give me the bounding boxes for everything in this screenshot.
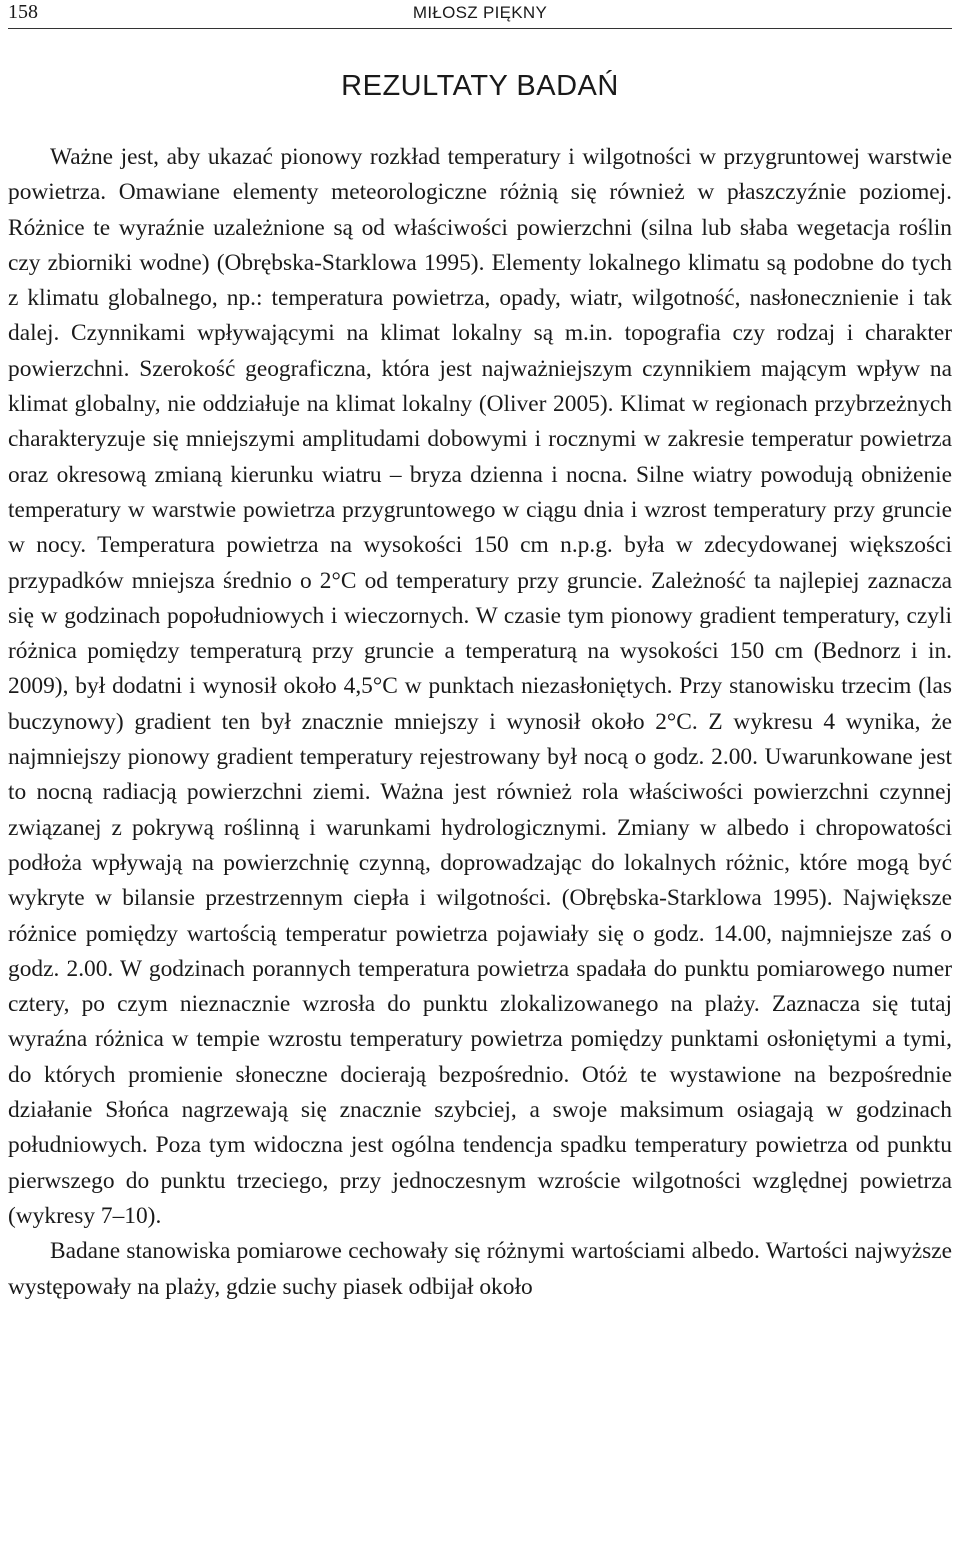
- running-head-author: MIŁOSZ PIĘKNY: [412, 3, 548, 22]
- page-header: [8, 0, 952, 29]
- page-number: 158: [8, 1, 38, 23]
- paragraph: Badane stanowiska pomiarowe cechowały się różnymi wartościami albedo. Wartości najwyższe występowały na plaży, gdzie suchy piasek odbijał około: [8, 1238, 952, 1300]
- body-text: [8, 140, 952, 1305]
- paragraph: Ważne jest, aby ukazać pionowy rozkład temperatury i wilgotności w przygruntowej warstwie powietrza. Omawiane elementy meteorologiczne różnią się również w płaszczyźnie poziomej. Różnice te wyraźnie uzależnione są od właściwości powierzchni (silna lub słaba wegetacja roślin czy zbiorniki wodne) (Obrębska-Starklowa 1995). Elementy lokalnego klimatu są podobne do tych z klimatu globalnego, np.: temperatura powietrza, opady, wiatr, wilgotność, nasłonecznienie i tak dalej. Czynnikami wpływającymi na klimat lokalny są m.in. topografia czy rodzaj i charakter powierzchni. Szerokość geograficzna, która jest najważniejszym czynnikiem mającym wpływ na klimat globalny, nie oddziałuje na klimat lokalny (Oliver 2005). Klimat w regionach przybrzeżnych charakteryzuje się mniejszymi amplitudami dobowymi i rocznymi w zakresie temperatur powietrza oraz okresową zmianą kierunku wiatru – bryza dzienna i nocna. Silne wiatry powodują obniżenie temperatury w warstwie powietrza przygruntowego w ciągu dnia i wzrost temperatury przy gruncie w nocy. Temperatura powietrza na wysokości 150 cm n.p.g. była w zdecydowanej większości przypadków mniejsza średnio o 2°C od temperatury przy gruncie. Zależność ta najlepiej zaznacza się w godzinach popołudniowych i wieczornych. W czasie tym pionowy gradient temperatury, czyli różnica pomiędzy temperaturą przy gruncie a temperaturą na wysokości 150 cm (Bednorz i in. 2009), był dodatni i wynosił około 4,5°C w punktach niezasłoniętych. Przy stanowisku trzecim (las buczynowy) gradient ten był znacznie mniejszy i wynosił około 2°C. Z wykresu 4 wynika, że najmniejszy pionowy gradient temperatury rejestrowany był nocą o godz. 2.00. Uwarunkowane jest to nocną radiacją powierzchni ziemi. Ważna jest również rola właściwości powierzchni czynnej związanej z pokrywą roślinną i warunkami hydrologicznymi. Zmiany w albedo i chropowatości podłoża wpływają na powierzchnię czynną, doprowadzając do lokalnych różnic, które mogą być wykryte w bilansie przestrzennym ciepła i wilgotności. (Obrębska-Starklowa 1995). Największe różnice pomiędzy wartością temperatur powietrza pojawiały się o godz. 14.00, najmniejsze zaś o godz. 2.00. W godzinach porannych temperatura powietrza spadała do punktu pomiarowego numer cztery, po czym nieznacznie wzrosła do punktu zlokalizowanego na plaży. Zaznacza się tutaj wyraźna różnica w tempie wzrostu temperatury powietrza pomiędzy punktami osłoniętymi a tymi, do których promienie słoneczne docierają bezpośrednio. Otóż te wystawione na bezpośrednie działanie Słońca nagrzewają się znacznie szybciej, a swoje maksimum osiagają w godzinach południowych. Poza tym widoczna jest ogólna tendencja spadku temperatury powietrza od punktu pierwszego do punktu trzeciego, przy jednoczesnym wzroście wilgotności względnej powietrza (wykresy 7–10).: [8, 144, 952, 1229]
- section-title: REZULTATY BADAŃ: [341, 70, 619, 102]
